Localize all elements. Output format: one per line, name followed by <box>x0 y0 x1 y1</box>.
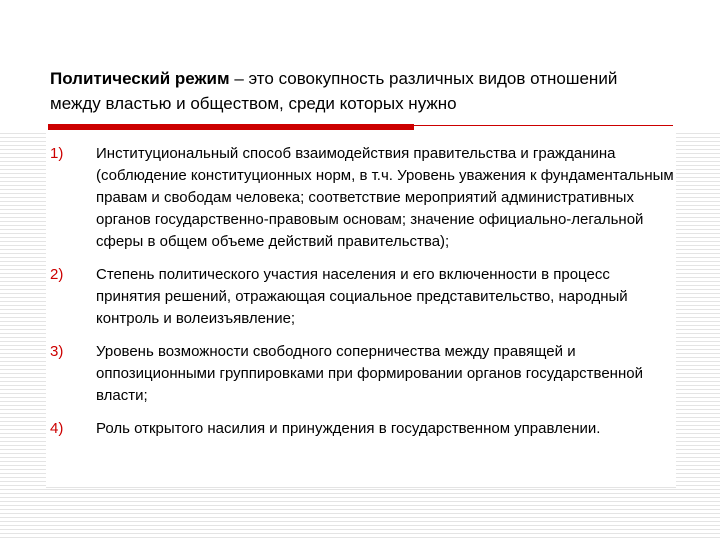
list-item <box>50 264 675 330</box>
title-divider-thick <box>48 124 414 130</box>
list-item <box>50 143 675 253</box>
list-item-number: 1) <box>50 145 64 162</box>
title-definition: – это совокупность различных видов отношений между властью и обществом, среди которых нужно <box>50 69 618 113</box>
list-item-text: Степень политического участия населения и его включенности в процесс принятия решений, отражающая социальное представительство, народный контроль и волеизъявление; <box>96 266 628 327</box>
list-item <box>50 418 675 440</box>
slide-title <box>50 66 670 116</box>
list-item <box>50 341 675 407</box>
title-term: Политический режим <box>50 69 230 88</box>
list-item-text: Роль открытого насилия и принуждения в государственном управлении. <box>96 420 601 437</box>
list-item-number: 4) <box>50 420 64 437</box>
criteria-list <box>50 143 675 451</box>
list-item-text: Уровень возможности свободного соперничества между правящей и оппозиционными группировками при формировании органов государственной власти; <box>96 343 643 404</box>
list-item-number: 2) <box>50 266 64 283</box>
list-item-text: Институциональный способ взаимодействия правительства и гражданина (соблюдение конституционных норм, в т.ч. Уровень уважения к фундаментальным правам и свободам человека; соответствие мероприятий административных органов государственно-правовым основам; значение официально-легальной сферы в общем объеме действий правительства); <box>96 145 674 250</box>
title-divider-thin <box>414 125 673 126</box>
list-item-number: 3) <box>50 343 64 360</box>
footer-line <box>46 487 676 488</box>
